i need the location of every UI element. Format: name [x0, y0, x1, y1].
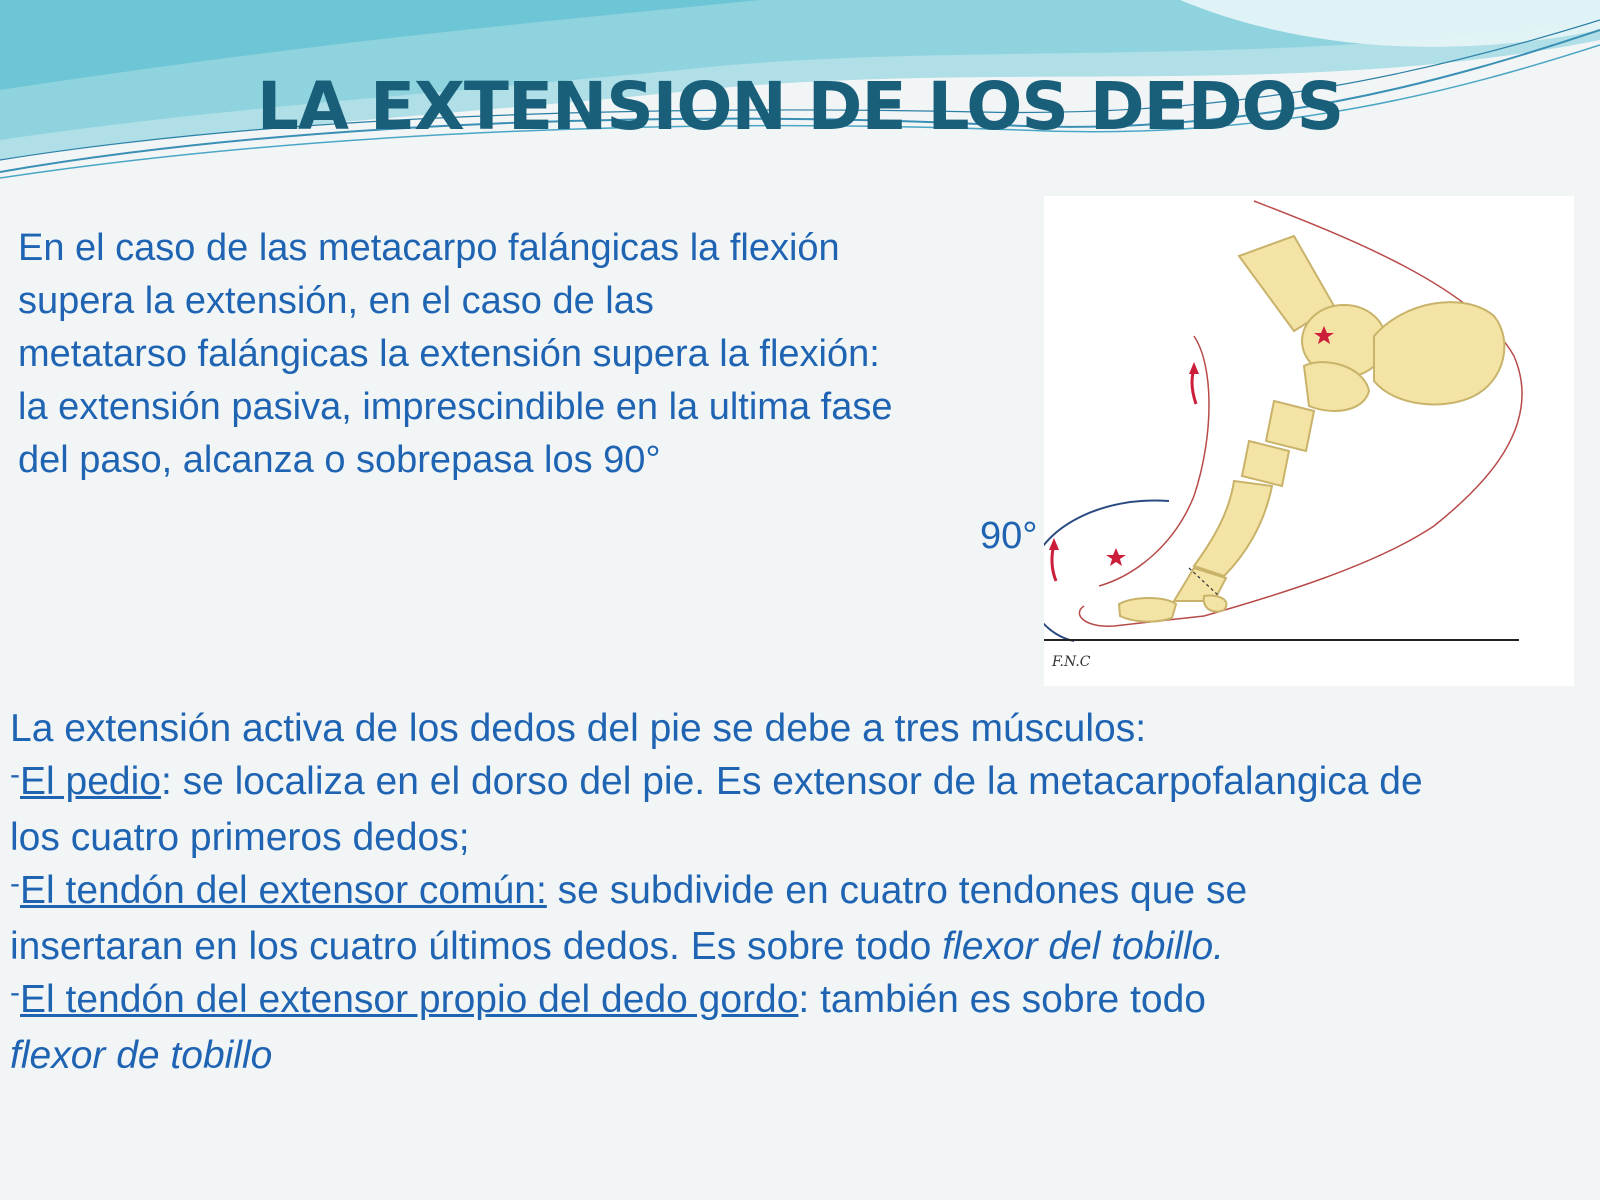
page-title: LA EXTENSION DE LOS DEDOS — [256, 68, 1344, 145]
muscle-description: : se localiza en el dorso del pie. Es extensor de la metacarpofalangica de — [160, 760, 1423, 803]
muscle-function: flexor del tobillo. — [942, 925, 1225, 968]
muscle-item-extensor-propio — [10, 973, 1595, 1029]
muscle-name: El tendón del extensor propio del dedo gordo — [20, 978, 799, 1021]
intro-line: del paso, alcanza o sobrepasa los 90° — [18, 439, 661, 481]
list-dash: - — [10, 758, 20, 791]
muscle-description: : también es sobre todo — [798, 978, 1206, 1021]
intro-line: En el caso de las metacarpo falángicas la flexión — [18, 227, 840, 269]
intro-paragraph — [18, 222, 1048, 487]
muscles-intro: La extensión activa de los dedos del pie se debe a tres músculos: — [10, 707, 1147, 750]
muscle-item-extensor-comun — [10, 864, 1595, 920]
muscle-function: flexor de tobillo — [10, 1034, 273, 1077]
intro-line: metatarso falángicas la extensión supera la flexión: — [18, 333, 880, 375]
illustrator-signature — [1051, 654, 1091, 670]
intro-line: supera la extensión, en el caso de las — [18, 280, 654, 322]
angle-label: 90° — [980, 515, 1038, 557]
list-dash: - — [10, 976, 20, 1009]
muscles-section — [10, 702, 1595, 1082]
foot-extension-illustration — [1044, 196, 1574, 686]
muscle-description: se subdivide en cuatro tendones que se — [546, 869, 1248, 912]
muscle-item-continuation: los cuatro primeros dedos; — [10, 816, 470, 859]
intro-line: la extensión pasiva, imprescindible en la ultima fase — [18, 386, 893, 428]
muscle-name: El tendón del extensor común: — [20, 869, 547, 912]
muscle-name: El pedio — [20, 760, 161, 803]
muscle-item-continuation — [10, 920, 1595, 973]
muscle-item-pedio — [10, 755, 1595, 811]
signature-text: F.N.C — [1052, 654, 1091, 670]
list-dash: - — [10, 867, 20, 900]
muscle-description: insertaran en los cuatro últimos dedos. Es sobre todo — [10, 925, 943, 968]
